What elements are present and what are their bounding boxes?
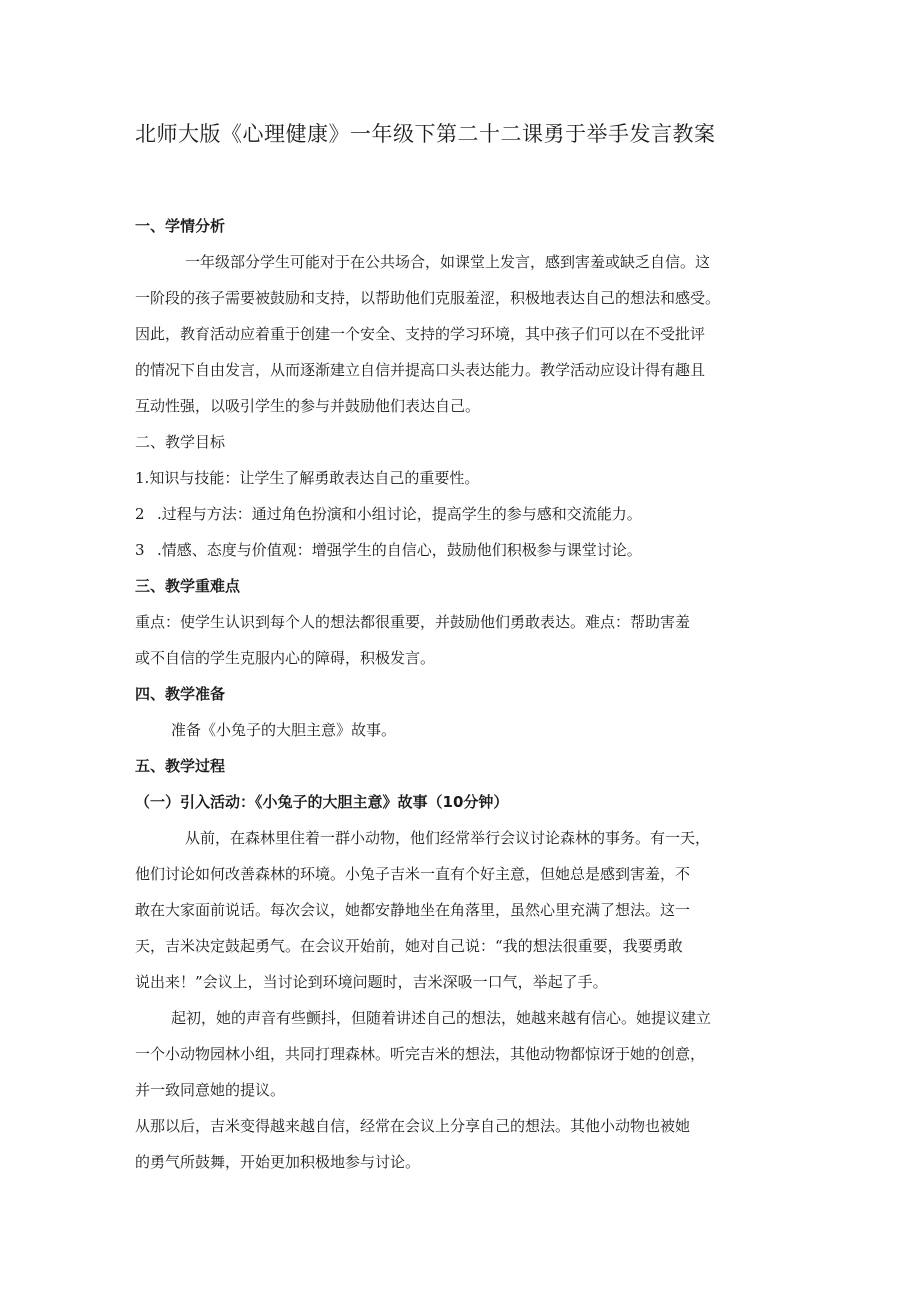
paragraph-line: 互动性强，以吸引学生的参与并鼓励他们表达自己。 [135,397,481,415]
paragraph-line: 从前，在森林里住着一群小动物，他们经常举行会议讨论森林的事务。有一天， [185,829,711,847]
paragraph-line: 从那以后，吉米变得越来越自信，经常在会议上分享自己的想法。其他小动物也被她 [135,1117,691,1135]
objective-item [135,532,795,568]
document-body [135,208,795,1180]
section-heading: 一、学情分析 [135,217,226,235]
objective-item [135,460,795,496]
paragraph-line: 说出来！”会议上，当讨论到环境问题时，吉米深吸一口气，举起了手。 [135,973,608,991]
paragraph-line: 因此，教育活动应着重于创建一个安全、支持的学习环境，其中孩子们可以在不受批评 [135,325,706,343]
section-heading: 四、教学准备 [135,685,226,703]
paragraph-line: 一阶段的孩子需要被鼓励和支持，以帮助他们克服羞涩，积极地表达自己的想法和感受。 [135,289,721,307]
section-heading: 五、教学过程 [135,757,226,775]
objective-number: 2 [135,505,145,523]
paragraph-line: 的情况下自由发言，从而逐渐建立自信并提高口头表达能力。教学活动应设计得有趣且 [135,361,706,379]
paragraph-line: 起初，她的声音有些颤抖，但随着讲述自己的想法，她越来越有信心。她提议建立 [171,1009,712,1027]
paragraph-line: 敢在大家面前说话。每次会议，她都安静地坐在角落里，虽然心里充满了想法。这一 [135,901,691,919]
objective-number: 3 [135,541,145,559]
paragraph-line: 一年级部分学生可能对于在公共场合，如课堂上发言，感到害羞或缺乏自信。这 [185,253,711,271]
section-heading: 二、教学目标 [135,433,226,451]
paragraph-line: 重点：使学生认识到每个人的想法都很重要，并鼓励他们勇敢表达。难点：帮助害羞 [135,613,691,631]
objective-text: 知识与技能：让学生了解勇敢表达自己的重要性。 [149,469,480,487]
document-title: 北师大版《心理健康》一年级下第二十二课勇于举手发言教案 [135,122,716,146]
paragraph-line: 天，吉米决定鼓起勇气。在会议开始前，她对自己说：“我的想法很重要，我要勇敢 [135,937,683,955]
objective-text: .情感、态度与价值观：增强学生的自信心，鼓励他们积极参与课堂讨论。 [157,541,642,559]
paragraph-line: 准备《小兔子的大胆主意》故事。 [171,721,397,739]
paragraph-line: 他们讨论如何改善森林的环境。小兔子吉米一直有个好主意，但她总是感到害羞，不 [135,865,691,883]
section-heading: 三、教学重难点 [135,577,241,595]
objective-number: 1. [135,469,150,487]
paragraph-line: 一个小动物园林小组，共同打理森林。听完吉米的想法，其他动物都惊讶于她的创意， [135,1045,706,1063]
objective-text: .过程与方法：通过角色扮演和小组讨论，提高学生的参与感和交流能力。 [157,505,642,523]
paragraph-line: 的勇气所鼓舞，开始更加积极地参与讨论。 [135,1153,421,1171]
paragraph-line: 或不自信的学生克服内心的障碍，积极发言。 [135,649,436,667]
paragraph-line: 并一致同意她的提议。 [135,1081,286,1099]
subsection-heading: （一）引入活动：《小兔子的大胆主意》故事（10分钟） [135,793,509,811]
objective-item [135,496,795,532]
